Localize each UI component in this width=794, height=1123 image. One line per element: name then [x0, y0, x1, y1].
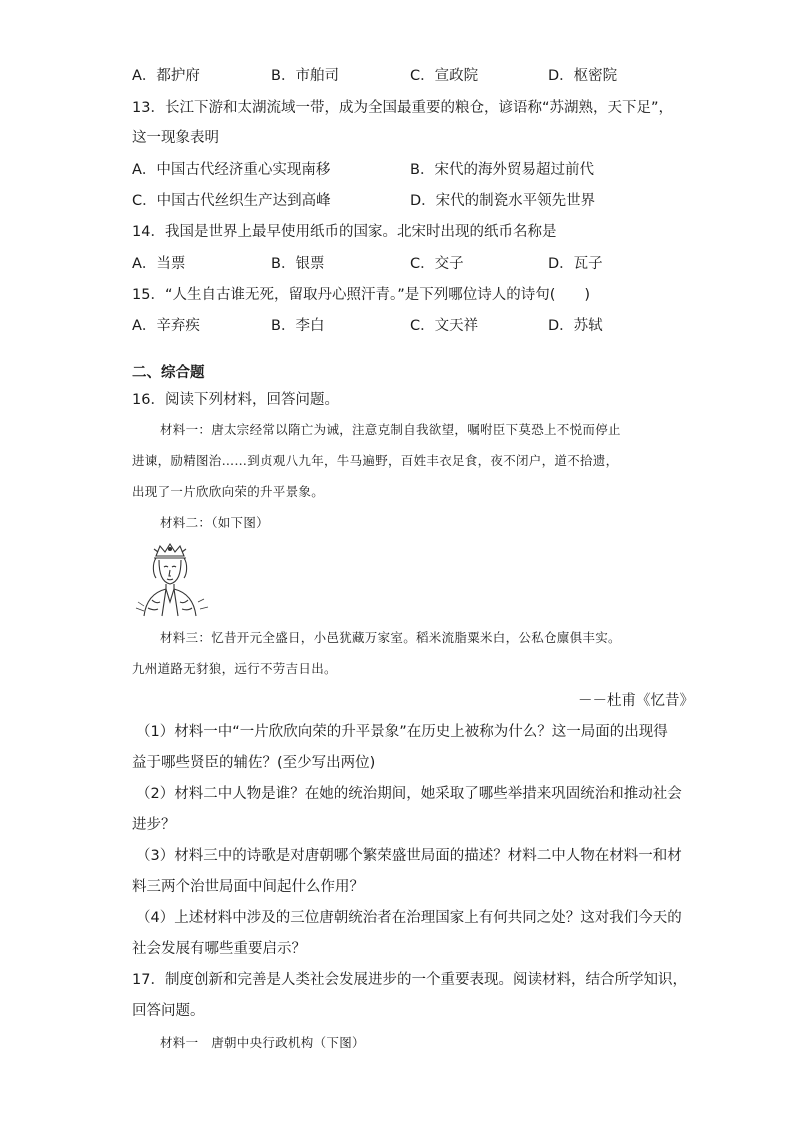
q16-material3-line1: 材料三：忆昔开元全盛日，小邑犹藏万家室。稻米流脂粟米白，公私仓廪俱丰实。: [160, 630, 621, 645]
q16-question-2-line2: 进步？: [132, 817, 176, 833]
q16-material2-label: 材料二：（如下图）: [160, 515, 269, 530]
q16-question-2-line1: （2）材料二中人物是谁？在她的统治期间，她采取了哪些举措来巩固统治和推动社会: [136, 786, 682, 802]
q12-option-b: B．市舶司: [271, 68, 339, 84]
q17-material1-label: 材料一 唐朝中央行政机构（下图）: [160, 1035, 365, 1050]
q16-question-3-line1: （3）材料三中的诗歌是对唐朝哪个繁荣盛世局面的描述？材料二中人物在材料一和材: [136, 848, 682, 864]
q16-material3-line2: 九州道路无豺狼，远行不劳吉日出。: [132, 661, 337, 676]
q16-material1-line1: 材料一：唐太宗经常以隋亡为诫，注意克制自我欲望，嘱咐臣下莫恐上不悦而停止: [160, 422, 621, 437]
q16-attribution: －－杜甫《忆昔》: [578, 693, 694, 709]
q16-question-1-line1: （1）材料一中“一片欣欣向荣的升平景象”在历史上被称为什么？这一局面的出现得: [136, 724, 668, 740]
q12-option-d: D．枢密院: [548, 68, 618, 84]
empress-portrait-image: [134, 542, 212, 618]
q14-option-a: A．当票: [132, 256, 186, 272]
q14-option-d: D．瓦子: [548, 256, 603, 272]
q12-option-c: C．宣政院: [410, 68, 479, 84]
q15-option-c: C．文天祥: [410, 318, 479, 334]
q16-question-1-line2: 益于哪些贤臣的辅佐？(至少写出两位): [132, 755, 376, 771]
q13-stem-line2: 这一现象表明: [132, 130, 219, 146]
q16-stem: 16．阅读下列材料，回答问题。: [132, 392, 339, 408]
q15-option-a: A．辛弃疾: [132, 318, 200, 334]
q16-material1-line2: 进谏，励精图治……到贞观八九年，牛马遍野，百姓丰衣足食，夜不闭户，道不拾遗，: [132, 453, 619, 468]
q14-option-c: C．交子: [410, 256, 464, 272]
q14-option-b: B．银票: [271, 256, 325, 272]
q17-stem-line1: 17．制度创新和完善是人类社会发展进步的一个重要表现。阅读材料，结合所学知识，: [132, 972, 687, 988]
q16-question-4-line2: 社会发展有哪些重要启示？: [132, 941, 306, 957]
q13-stem-line1: 13．长江下游和太湖流域一带，成为全国最重要的粮仓，谚语称“苏湖熟，天下足”，: [132, 100, 673, 116]
q17-stem-line2: 回答问题。: [132, 1003, 205, 1019]
q16-material1-line3: 出现了一片欣欣向荣的升平景象。: [132, 484, 325, 499]
q15-option-d: D．苏轼: [548, 318, 603, 334]
q14-stem: 14．我国是世界上最早使用纸币的国家。北宋时出现的纸币名称是: [132, 224, 557, 240]
q12-option-a: A．都护府: [132, 68, 200, 84]
section-heading: 二、综合题: [132, 365, 205, 381]
q16-question-3-line2: 料三两个治世局面中间起什么作用？: [132, 879, 364, 895]
q15-stem: 15．“人生自古谁无死，留取丹心照汗青。”是下列哪位诗人的诗句( ): [132, 287, 591, 303]
q16-question-4-line1: （4）上述材料中涉及的三位唐朝统治者在治理国家上有何共同之处？这对我们今天的: [136, 910, 682, 926]
q13-option-d: D．宋代的制瓷水平领先世界: [410, 193, 596, 209]
q13-option-b: B．宋代的海外贸易超过前代: [410, 162, 594, 178]
q15-option-b: B．李白: [271, 318, 325, 334]
q13-option-c: C．中国古代丝织生产达到高峰: [132, 193, 331, 209]
q13-option-a: A．中国古代经济重心实现南移: [132, 162, 331, 178]
